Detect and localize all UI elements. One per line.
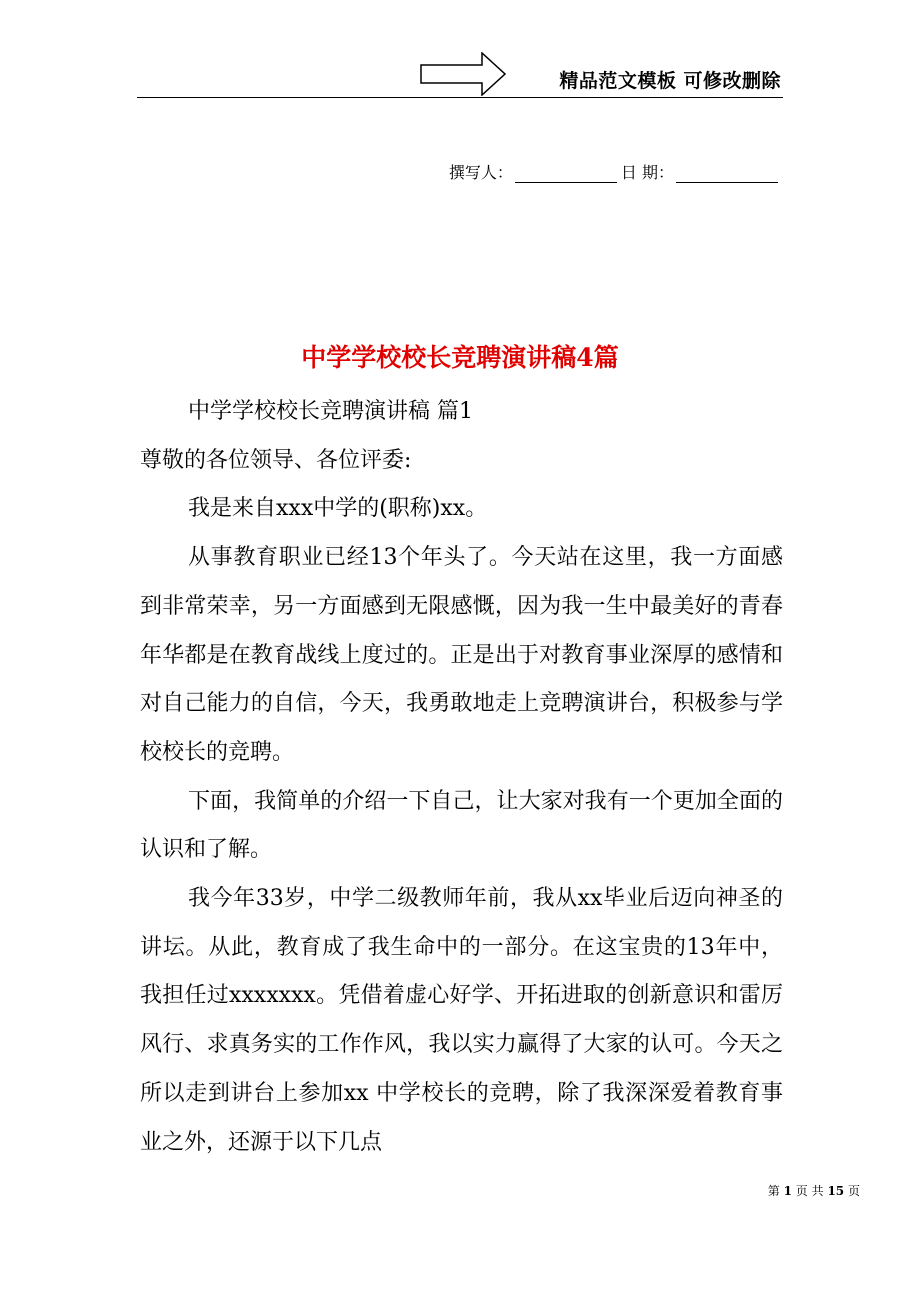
body-paragraph: 我今年33岁，中学二级教师年前，我从xx毕业后迈向神圣的讲坛。从此，教育成了我生命中的一部分。在这宝贵的13年中，我担任过xxxxxxx。凭借着虚心好学、开拓进取的创新意识和雷厉风行、求真务实的工作作风，我以实力赢得了大家的认可。今天之所以走到讲台上参加xx 中学校长的竞聘，除了我深深爱着教育事业之外，还源于以下几点: [140, 886, 783, 1155]
date-blank: [676, 164, 778, 183]
footer-suffix: 页: [847, 1184, 860, 1198]
date-label: 日 期：: [620, 163, 674, 182]
body-paragraph: 我是来自xxx中学的(职称)xx。: [188, 496, 488, 522]
header-rule: [137, 97, 783, 98]
body-paragraph: 尊敬的各位领导、各位评委:: [140, 447, 412, 473]
author-blank: [515, 164, 617, 183]
body-paragraph: 中学学校校长竞聘演讲稿 篇1: [188, 399, 473, 424]
document-body: [140, 388, 783, 1167]
author-label: 撰写人：: [448, 163, 513, 182]
page-header: [137, 50, 783, 98]
author-date-line: [449, 160, 782, 183]
body-paragraph: 从事教育职业已经13个年头了。今天站在这里，我一方面感到非常荣幸，另一方面感到无限感慨，因为我一生中最美好的青春年华都是在教育战线上度过的。正是出于对教育事业深厚的感情和对自己能力的自信，今天，我勇敢地走上竞聘演讲台，积极参与学校校长的竞聘。: [140, 545, 783, 765]
footer-total-pages: 15: [827, 1184, 845, 1198]
footer-prefix: 第: [767, 1184, 780, 1198]
document-title: 中学学校校长竞聘演讲稿4篇: [301, 343, 619, 372]
body-paragraph: 下面，我简单的介绍一下自己，让大家对我有一个更加全面的认识和了解。: [140, 788, 783, 863]
footer-middle: 页 共: [795, 1184, 824, 1198]
footer-page-number: 1: [783, 1184, 792, 1198]
header-text: 精品范文模板 可修改删除: [559, 70, 781, 92]
page-footer: [768, 1182, 860, 1199]
right-arrow-icon: [420, 52, 506, 96]
